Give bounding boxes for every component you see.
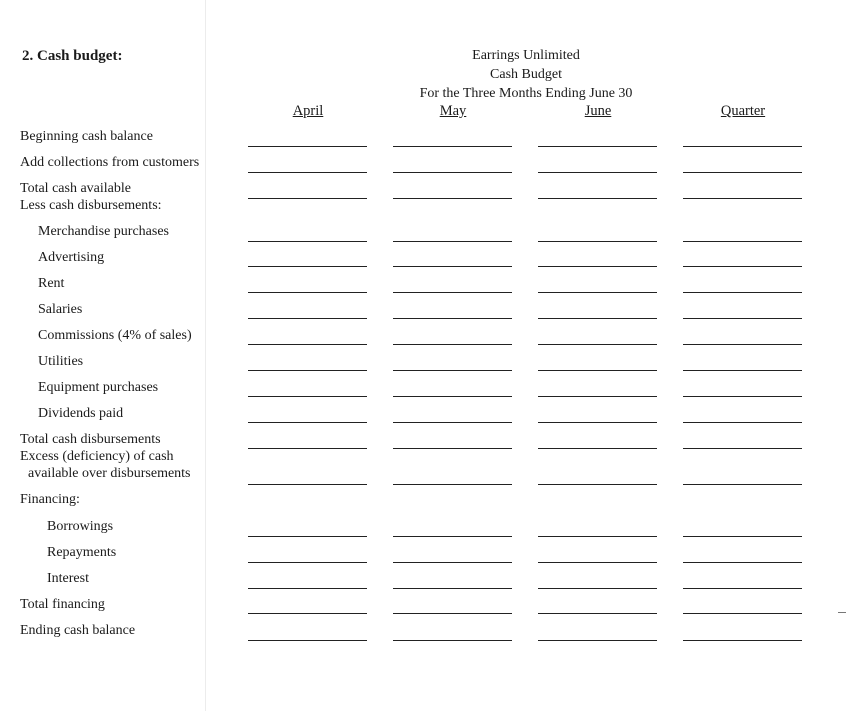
row-label-total-cash-disbursements: Total cash disbursements [20,432,161,447]
blank-june-row-5 [538,266,657,267]
blank-may-row-8 [393,344,512,345]
row-label-interest: Interest [47,571,89,586]
blank-june-row-15 [538,562,657,563]
blank-may-row-3 [393,198,512,199]
blank-june-row-3 [538,198,657,199]
row-label-repayments: Repayments [47,545,117,560]
blank-june-row-4 [538,241,657,242]
blank-may-row-9 [393,370,512,371]
page-edge-mark [838,612,846,613]
column-header-quarter: Quarter [720,103,766,119]
blank-april-row-6 [248,292,367,293]
row-label-commissions: Commissions (4% of sales) [38,328,192,343]
blank-may-row-10 [393,396,512,397]
row-label-utilities: Utilities [38,354,84,369]
blank-quarter-row-15 [683,562,802,563]
row-label-excess-deficiency: Excess (deficiency) of cash [20,449,174,464]
blank-june-row-2 [538,172,657,173]
blank-april-row-7 [248,318,367,319]
blank-june-row-14 [538,536,657,537]
blank-quarter-row-9 [683,370,802,371]
column-header-april: April [292,103,324,119]
blank-april-row-2 [248,172,367,173]
blank-may-row-17 [393,613,512,614]
blank-may-row-6 [393,292,512,293]
blank-may-row-1 [393,146,512,147]
row-label-beginning-cash-balance: Beginning cash balance [20,129,153,144]
blank-april-row-12 [248,448,367,449]
row-label-merchandise-purchases: Merchandise purchases [38,224,170,239]
blank-may-row-11 [393,422,512,423]
blank-may-row-15 [393,562,512,563]
row-label-rent: Rent [38,276,65,291]
row-label-advertising: Advertising [38,250,105,265]
blank-april-row-8 [248,344,367,345]
blank-april-row-18 [248,640,367,641]
row-label-total-financing: Total financing [20,597,105,612]
blank-april-row-13 [248,484,367,485]
blank-quarter-row-13 [683,484,802,485]
blank-may-row-14 [393,536,512,537]
blank-may-row-13 [393,484,512,485]
row-label-salaries: Salaries [38,302,83,317]
row-label-borrowings: Borrowings [47,519,114,534]
column-header-may: May [439,103,467,119]
blank-may-row-4 [393,241,512,242]
row-label-equipment-purchases: Equipment purchases [38,380,159,395]
blank-april-row-14 [248,536,367,537]
blank-quarter-row-7 [683,318,802,319]
row-label-available-over-disbursements: available over disbursements [28,466,191,481]
column-header-june: June [584,103,612,119]
row-label-less-cash-disbursements: Less cash disbursements: [20,198,162,213]
blank-quarter-row-6 [683,292,802,293]
blank-june-row-9 [538,370,657,371]
blank-april-row-11 [248,422,367,423]
blank-april-row-5 [248,266,367,267]
blank-june-row-18 [538,640,657,641]
blank-quarter-row-14 [683,536,802,537]
blank-quarter-row-4 [683,241,802,242]
blank-may-row-16 [393,588,512,589]
blank-june-row-12 [538,448,657,449]
row-label-dividends-paid: Dividends paid [38,406,124,421]
blank-may-row-18 [393,640,512,641]
blank-quarter-row-8 [683,344,802,345]
company-name: Earrings Unlimited [472,48,580,63]
blank-quarter-row-10 [683,396,802,397]
blank-april-row-3 [248,198,367,199]
statement-title: Cash Budget [490,67,562,82]
blank-may-row-5 [393,266,512,267]
blank-quarter-row-17 [683,613,802,614]
blank-quarter-row-1 [683,146,802,147]
blank-june-row-17 [538,613,657,614]
blank-june-row-1 [538,146,657,147]
blank-june-row-11 [538,422,657,423]
row-label-add-collections: Add collections from customers [20,155,200,170]
blank-april-row-1 [248,146,367,147]
section-heading: 2. Cash budget: [22,48,123,64]
blank-june-row-16 [538,588,657,589]
blank-april-row-17 [248,613,367,614]
blank-may-row-7 [393,318,512,319]
blank-may-row-12 [393,448,512,449]
blank-june-row-6 [538,292,657,293]
row-label-ending-cash-balance: Ending cash balance [20,623,136,638]
blank-june-row-13 [538,484,657,485]
blank-april-row-15 [248,562,367,563]
blank-june-row-10 [538,396,657,397]
blank-june-row-8 [538,344,657,345]
statement-period: For the Three Months Ending June 30 [419,86,633,101]
blank-quarter-row-16 [683,588,802,589]
row-label-financing: Financing: [20,492,80,507]
blank-april-row-10 [248,396,367,397]
row-label-total-cash-available: Total cash available [20,181,131,196]
blank-quarter-row-3 [683,198,802,199]
blank-june-row-7 [538,318,657,319]
blank-may-row-2 [393,172,512,173]
blank-april-row-16 [248,588,367,589]
blank-quarter-row-18 [683,640,802,641]
blank-quarter-row-12 [683,448,802,449]
blank-april-row-4 [248,241,367,242]
blank-april-row-9 [248,370,367,371]
blank-quarter-row-11 [683,422,802,423]
scan-shadow-line [205,0,206,711]
blank-quarter-row-2 [683,172,802,173]
blank-quarter-row-5 [683,266,802,267]
